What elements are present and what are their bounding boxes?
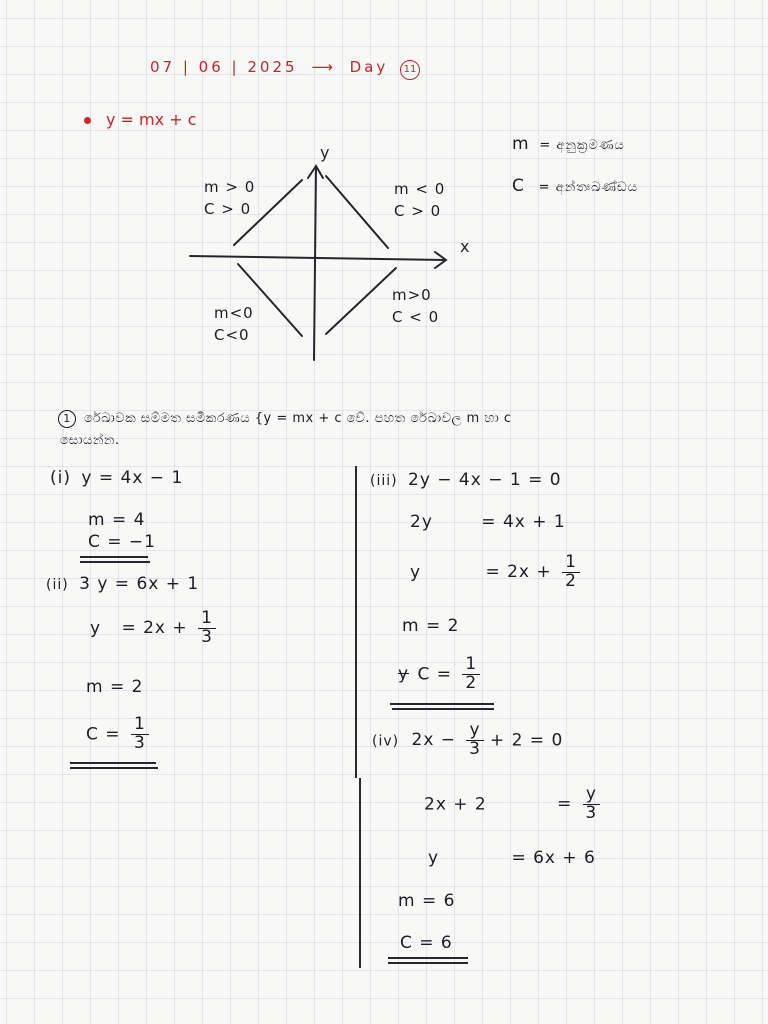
definition-meaning: = අන්තඃඛණ්ඩය (538, 180, 638, 195)
x-axis (190, 256, 445, 260)
part-iv-c: C = 6 (400, 933, 453, 953)
numerator: 1 (562, 554, 580, 573)
part-i-equation (50, 468, 183, 488)
numerator: y (466, 722, 483, 741)
fraction (198, 610, 216, 647)
line-negative-slope-top (326, 176, 388, 248)
lhs: 2y (410, 512, 433, 532)
quadrant-m: m>0 (392, 286, 432, 304)
c-lhs: C = (417, 664, 452, 685)
denominator: 3 (585, 802, 598, 823)
rhs: = 2x + (121, 618, 188, 639)
c-lhs: C = (86, 724, 121, 745)
definition-meaning: = අනුක්‍රමණය (539, 138, 625, 153)
struck-out-symbol: y (398, 664, 410, 685)
day-number: 11 (403, 64, 417, 75)
part-iii-c (398, 656, 480, 693)
quadrant-label-bottom-right (392, 284, 439, 328)
red-bullet (84, 117, 91, 124)
fraction (131, 716, 149, 753)
y-axis-label: y (320, 143, 330, 162)
lhs: y (428, 848, 440, 868)
quadrant-c: C < 0 (392, 308, 440, 326)
quadrant-label-top-right (394, 178, 445, 222)
part-iv-step1 (424, 786, 600, 823)
part-ii-equation (46, 574, 199, 594)
y-axis (314, 166, 316, 360)
rhs: = 6x + 6 (511, 848, 596, 868)
quadrant-c: C<0 (214, 326, 250, 344)
topic-equation: y = mx + c (106, 110, 197, 129)
answer-underline (80, 561, 150, 563)
definition-symbol: C (512, 176, 525, 196)
numerator: y (583, 786, 600, 805)
answer-underline (392, 708, 494, 710)
rhs: = 4x + 1 (481, 512, 566, 532)
denominator: 2 (565, 570, 577, 591)
part-iv-equation (372, 722, 563, 759)
answer-underline (390, 703, 494, 705)
line-positive-slope-bottom (326, 268, 396, 334)
numerator: 1 (462, 656, 480, 675)
column-divider-lower (359, 778, 361, 968)
quadrant-label-top-left (204, 176, 255, 220)
numerator: 1 (198, 610, 216, 629)
question-text-line1: රේඛාවක සම්මත සමීකරණය {y = mx + c වේ. පහත රේඛාවල m හා c (84, 411, 512, 426)
part-label: (i) (50, 468, 71, 488)
date-text: 07 | 06 | 2025 (150, 58, 298, 76)
column-divider (355, 466, 357, 778)
part-ii-m: m = 2 (86, 677, 144, 697)
numerator: 1 (131, 716, 149, 735)
denominator: 3 (469, 738, 481, 759)
lhs: y (410, 562, 422, 583)
equation: y = 4x − 1 (81, 468, 184, 488)
rhs: = 2x + (485, 562, 552, 583)
part-iii-step1 (410, 512, 566, 532)
fraction (466, 722, 483, 759)
date-header (150, 58, 420, 80)
quadrant-m: m<0 (214, 304, 254, 322)
quadrant-c: C > 0 (394, 202, 442, 220)
answer-underline (70, 762, 156, 764)
answer-underline (80, 556, 148, 558)
question-statement (58, 408, 512, 452)
rhs: = (557, 794, 573, 815)
definition-m (512, 134, 625, 154)
question-number: 1 (58, 410, 76, 428)
x-axis-label: x (460, 237, 470, 256)
equation: 2y − 4x − 1 = 0 (408, 470, 562, 490)
equation: 3 y = 6x + 1 (79, 574, 200, 594)
equation-b: + 2 = 0 (489, 730, 564, 751)
part-i-m: m = 4 (88, 510, 146, 530)
part-i-c: C = −1 (88, 532, 156, 552)
definition-symbol: m (512, 134, 530, 154)
quadrant-m: m > 0 (204, 178, 256, 196)
part-iii-equation (370, 470, 562, 490)
fraction (462, 656, 480, 693)
answer-underline (70, 767, 158, 769)
lhs: y (90, 618, 102, 639)
answer-underline (388, 957, 468, 959)
quadrant-m: m < 0 (394, 180, 446, 198)
part-label: (iv) (372, 733, 400, 750)
answer-underline (388, 962, 468, 964)
day-number-badge (400, 60, 420, 80)
fraction (562, 554, 580, 591)
part-label: (ii) (46, 577, 69, 593)
denominator: 3 (133, 732, 146, 753)
fraction (583, 786, 600, 823)
part-label: (iii) (370, 473, 398, 489)
part-iv-m: m = 6 (398, 891, 456, 911)
denominator: 3 (201, 626, 213, 647)
part-iii-step2 (410, 554, 580, 591)
part-ii-step1 (90, 610, 216, 647)
definition-c (512, 176, 638, 196)
part-ii-c (86, 716, 149, 753)
denominator: 2 (465, 672, 478, 693)
arrow-glyph: ⟶ (311, 58, 336, 76)
quadrant-label-bottom-left (214, 302, 254, 346)
part-iv-step2 (428, 848, 596, 868)
lhs: 2x + 2 (424, 794, 487, 815)
day-label: Day (349, 58, 389, 76)
part-iii-m: m = 2 (402, 616, 460, 636)
question-text-line2: සොයන්න. (60, 433, 120, 448)
equation-a: 2x − (411, 730, 457, 751)
quadrant-c: C > 0 (204, 200, 252, 218)
